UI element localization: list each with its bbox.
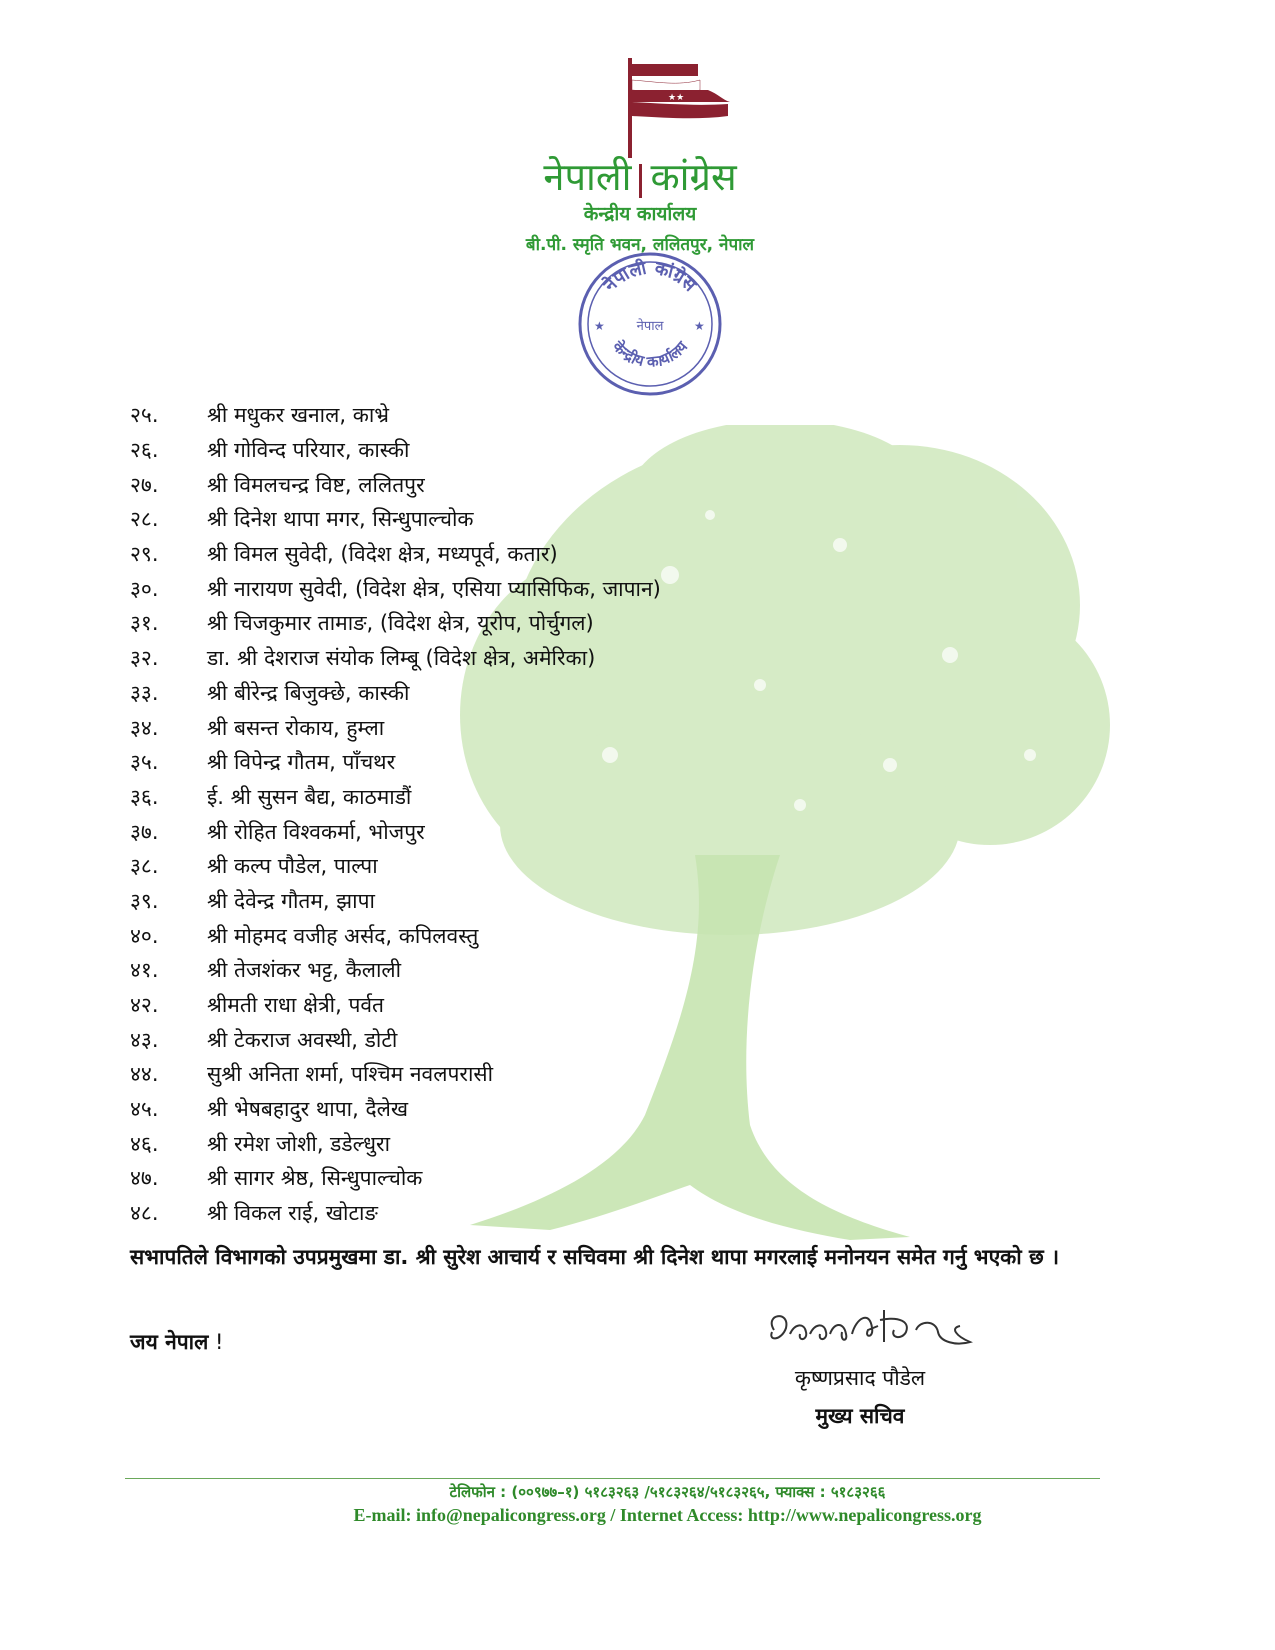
member-name: श्री मधुकर खनाल, काभ्रे [207, 403, 390, 428]
member-number: ३६. [130, 784, 159, 809]
member-number: ३८. [130, 854, 159, 879]
member-number: ४५. [130, 1097, 159, 1122]
member-row [130, 1126, 661, 1161]
member-name: श्री नारायण सुवेदी, (विदेश क्षेत्र, एसिया प्यासिफिक, जापान) [207, 576, 661, 601]
member-name: सुश्री अनिता शर्मा, पश्चिम नवलपरासी [207, 1062, 494, 1087]
signer-name: कृष्णप्रसाद पौडेल [794, 1366, 926, 1390]
member-name: श्री चिजकुमार तामाङ, (विदेश क्षेत्र, यूरोप, पोर्चुगल) [207, 611, 594, 636]
office-name: केन्द्रीय कार्यालय [583, 203, 697, 225]
member-row [130, 780, 661, 815]
footer-contact-web: E-mail: info@nepalicongress.org / Internet Access: http://www.nepalicongress.org [353, 1505, 982, 1525]
member-name: श्री गोविन्द परियार, कास्की [207, 438, 410, 463]
handwritten-signature [760, 1300, 990, 1360]
footer-divider [125, 1478, 1100, 1479]
member-row [130, 988, 661, 1023]
member-name: श्री टेकराज अवस्थी, डोटी [207, 1027, 398, 1052]
closing-greeting: जय नेपाल [130, 1330, 209, 1354]
member-number: ३७. [130, 819, 159, 844]
member-number: २८. [130, 507, 159, 532]
member-number: ४२. [130, 993, 159, 1018]
member-name: श्री मोहमद वजीह अर्सद, कपिलवस्तु [207, 923, 479, 948]
member-number: २५. [130, 403, 159, 428]
member-row [130, 641, 661, 676]
party-name-right: कांग्रेस [650, 155, 737, 199]
member-row [130, 1057, 661, 1092]
member-row [130, 1161, 661, 1196]
member-number: ३४. [130, 715, 159, 740]
member-name: श्री विमल सुवेदी, (विदेश क्षेत्र, मध्यपूर्व, कतार) [207, 542, 558, 567]
member-number: ३५. [130, 750, 159, 775]
member-number: ४४. [130, 1062, 159, 1087]
member-row [130, 814, 661, 849]
member-name: श्रीमती राधा क्षेत्री, पर्वत [207, 993, 385, 1018]
member-name: श्री विपेन्द्र गौतम, पाँचथर [207, 750, 396, 775]
member-row [130, 1196, 661, 1231]
member-list [130, 398, 661, 1231]
member-name: श्री दिनेश थापा मगर, सिन्धुपाल्चोक [207, 507, 474, 532]
member-name: श्री भेषबहादुर थापा, दैलेख [207, 1097, 409, 1122]
svg-text:★★: ★★ [668, 93, 685, 103]
member-name: श्री देवेन्द्र गौतम, झापा [207, 888, 375, 913]
nomination-note: सभापतिले विभागको उपप्रमुखमा डा. श्री सुरेश आचार्य र सचिवमा श्री दिनेश थापा मगरलाई मनोनयन समेत गर्नु भएको छ । [130, 1245, 1060, 1269]
seal-center-text: नेपाल [636, 319, 664, 334]
svg-text:★: ★ [694, 319, 705, 333]
member-name: श्री बीरेन्द्र बिजुक्छे, कास्की [207, 680, 410, 705]
member-row [130, 571, 661, 606]
member-name: ई. श्री सुसन बैद्य, काठमाडौं [207, 784, 412, 809]
member-name: श्री विमलचन्द्र विष्ट, ललितपुर [207, 472, 425, 497]
party-name-left: नेपाली [543, 155, 632, 199]
closing-mark: ! [208, 1330, 224, 1354]
member-number: ३९. [130, 888, 159, 913]
member-name: श्री कल्प पौडेल, पाल्पा [207, 854, 378, 879]
member-number: ४७. [130, 1166, 159, 1191]
member-number: ३०. [130, 576, 159, 601]
seal-bottom-text: केन्द्रीय कार्यालय [608, 337, 692, 372]
member-row [130, 953, 661, 988]
member-number: ४०. [130, 923, 159, 948]
member-number: ३२. [130, 646, 159, 671]
office-seal [576, 250, 724, 398]
member-row [130, 502, 661, 537]
member-number: ४८. [130, 1201, 159, 1226]
member-row [130, 606, 661, 641]
seal-top-text: नेपाली कांग्रेस [599, 257, 701, 296]
svg-text:केन्द्रीय कार्यालय [608, 337, 692, 371]
member-number: ४६. [130, 1131, 159, 1156]
office-address: बी.पी. स्मृति भवन, ललितपुर, नेपाल [525, 235, 755, 255]
closing-line [130, 1328, 223, 1356]
member-row [130, 849, 661, 884]
member-row [130, 710, 661, 745]
member-number: ३१. [130, 611, 159, 636]
member-row [130, 467, 661, 502]
member-name: श्री बसन्त रोकाय, हुम्ला [207, 715, 385, 740]
member-row [130, 918, 661, 953]
party-name [480, 150, 800, 202]
member-number: ४३. [130, 1027, 159, 1052]
member-name: श्री तेजशंकर भट्ट, कैलाली [207, 958, 402, 983]
flag-pole-divider [639, 164, 642, 198]
member-row [130, 537, 661, 572]
member-number: ४१. [130, 958, 159, 983]
member-number: २६. [130, 438, 159, 463]
member-row [130, 1022, 661, 1057]
member-number: २७. [130, 472, 159, 497]
member-name: श्री सागर श्रेष्ठ, सिन्धुपाल्चोक [207, 1166, 423, 1191]
member-row [130, 884, 661, 919]
member-name: डा. श्री देशराज संयोक लिम्बू (विदेश क्षेत्र, अमेरिका) [207, 646, 596, 671]
member-number: २९. [130, 542, 159, 567]
member-number: ३३. [130, 680, 159, 705]
svg-text:★: ★ [594, 319, 605, 333]
member-row [130, 745, 661, 780]
member-row [130, 398, 661, 433]
member-name: श्री विकल राई, खोटाङ [207, 1201, 378, 1226]
member-row [130, 1092, 661, 1127]
footer-phone: टेलिफोन : (००९७७–१) ५१८३२६३ /५१८३२६४/५१८३२६५, फ्याक्स : ५१८३२६६ [449, 1483, 886, 1501]
member-row [130, 433, 661, 468]
signer-title: मुख्य सचिव [815, 1404, 905, 1428]
member-name: श्री रमेश जोशी, डडेल्धुरा [207, 1131, 391, 1156]
member-row [130, 676, 661, 711]
member-name: श्री रोहित विश्वकर्मा, भोजपुर [207, 819, 425, 844]
party-flag-logo [628, 58, 738, 158]
